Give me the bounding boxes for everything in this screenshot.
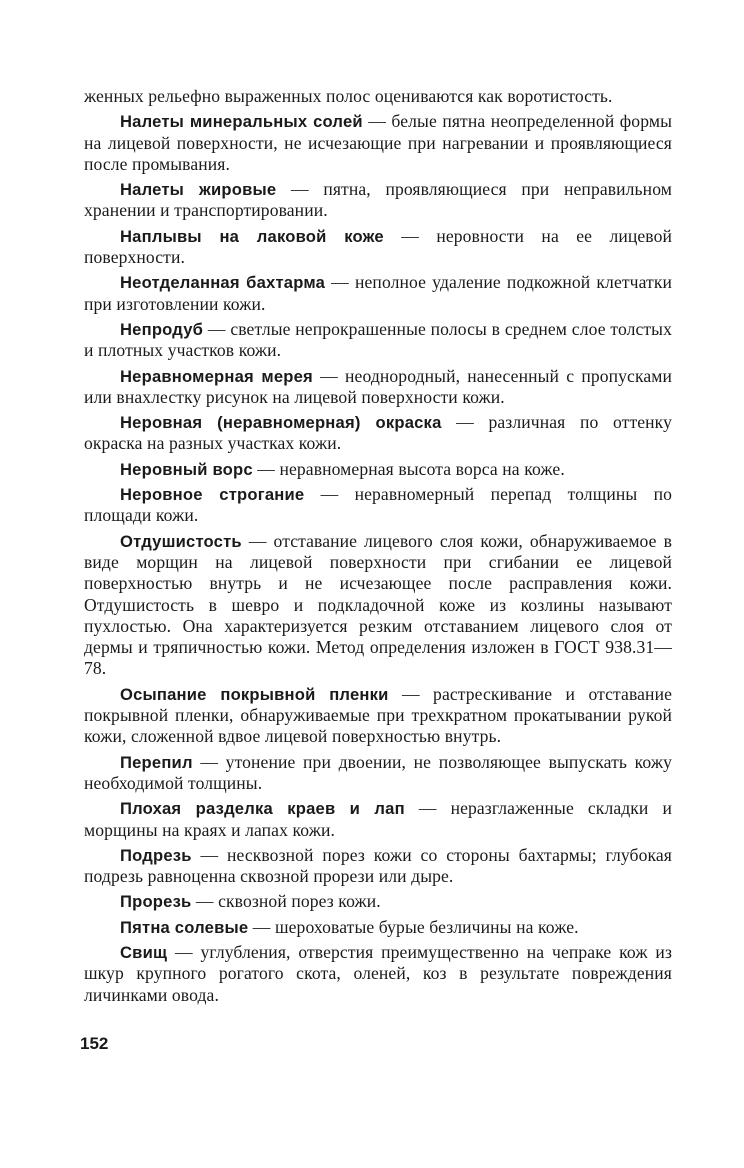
definition: — пятна, проявляющиеся при неправильном хранении и транспортировании. [84,179,672,221]
definition: — неровности на ее лицевой поверхности. [84,225,673,268]
text-column [84,86,672,1010]
entry-neotdelannaya-bahtarma [84,272,672,315]
term: Прорезь [120,892,192,912]
definition: — неравномерный перепад толщины по площади кожи. [84,484,672,526]
entry-prorez [84,891,672,912]
definition: — неоднородный, нанесенный с пропусками или внахлестку рисунок на лицевой поверхности кожи. [84,365,672,407]
definition: — отставание лицевого слоя кожи, обнаруживаемое в виде морщин на лицевой поверхности при сгибании ее лицевой поверхностью внутрь и не исчезающее после расправления кожи. Отдушистость в шевро и подкладочной коже из козлины называют пухлостью. Она характеризуется резким отставанием лицевого слоя от дермы и тряпичностью кожи. Метод определения изложен в ГОСТ 938.31—78. [84,530,672,679]
definition: — неравномерная высота ворса на коже. [252,458,565,479]
definition: — неразглаженные складки и морщины на краях и лапах кожи. [84,798,672,840]
entry-naplyvy [84,226,672,269]
definition: — белые пятна неопределенной формы на лицевой поверхности, не исчезающие при нагревании и проявляющиеся после промывания. [84,111,672,174]
entry-nalety-zhirovye [84,179,672,222]
term: Неровный ворс [120,459,253,479]
entry-nerovnaya-okraska [84,412,672,455]
entry-nerovnyy-vors [84,459,672,480]
definition: — различная по оттенку окраска на разных участках кожи. [84,412,672,454]
term: Налеты жировые [120,180,277,200]
term: Отдушистость [120,531,242,551]
term: Осыпание покрывной пленки [120,684,389,704]
continuation-paragraph: женных рельефно выраженных полос оцениваются как воротистость. [84,86,613,106]
term: Перепил [120,752,193,772]
term: Непродуб [120,319,204,339]
definition: — несквозной порез кожи со стороны бахтармы; глубокая подрезь равноценна сквозной прорези или дыре. [84,844,672,887]
definition: — шероховатые бурые безличины на коже. [248,916,579,937]
entry-osypanie-plenki [84,684,672,748]
entry-svisch [84,942,672,1006]
definition: — сквозной порез кожи. [191,891,381,912]
term: Неровная (неравномерная) окраска [120,413,442,433]
entry-neravnomernaya-mereya [84,366,672,409]
definition: — углубления, отверстия преимущественно на чепраке кож из шкур крупного рогатого скота, оленей, коз в результате повреждения личинками овода. [84,941,672,1005]
entry-plohaya-razdelka [84,798,672,841]
entry-neprodub [84,319,672,362]
term: Свищ [120,942,168,962]
entry-podrez [84,845,672,888]
definition: — утонение при двоении, не позволяющее выпускать кожу необходимой толщины. [84,751,672,793]
term: Плохая разделка краев и лап [120,799,405,819]
term: Неровное строгание [120,485,305,505]
term: Неравномерная мерея [120,366,313,386]
page-number: 152 [80,1034,109,1053]
entry-nerovnoe-striganie [84,484,672,527]
entry-nalety-mineralnyh-soley [84,111,672,175]
entry-otdushistost [84,531,672,680]
entry-pyatna-solevye [84,917,672,938]
definition: — растрескивание и отставание покрывной пленки, обнаруживаемые при трехкратном прокатывании рукой кожи, сложенной вдвое лицевой поверхностью внутрь. [84,683,672,747]
term: Неотделанная бахтарма [120,273,326,293]
definition: — светлые непрокрашенные полосы в среднем слое толстых и плотных участков кожи. [84,318,672,361]
term: Пятна солевые [120,917,249,937]
definition: — неполное удаление подкожной клетчатки при изготовлении кожи. [84,272,672,314]
term: Подрезь [120,845,192,865]
term: Налеты минеральных солей [120,112,363,132]
term: Наплывы на лаковой коже [120,226,384,246]
entry-perepil [84,752,672,795]
